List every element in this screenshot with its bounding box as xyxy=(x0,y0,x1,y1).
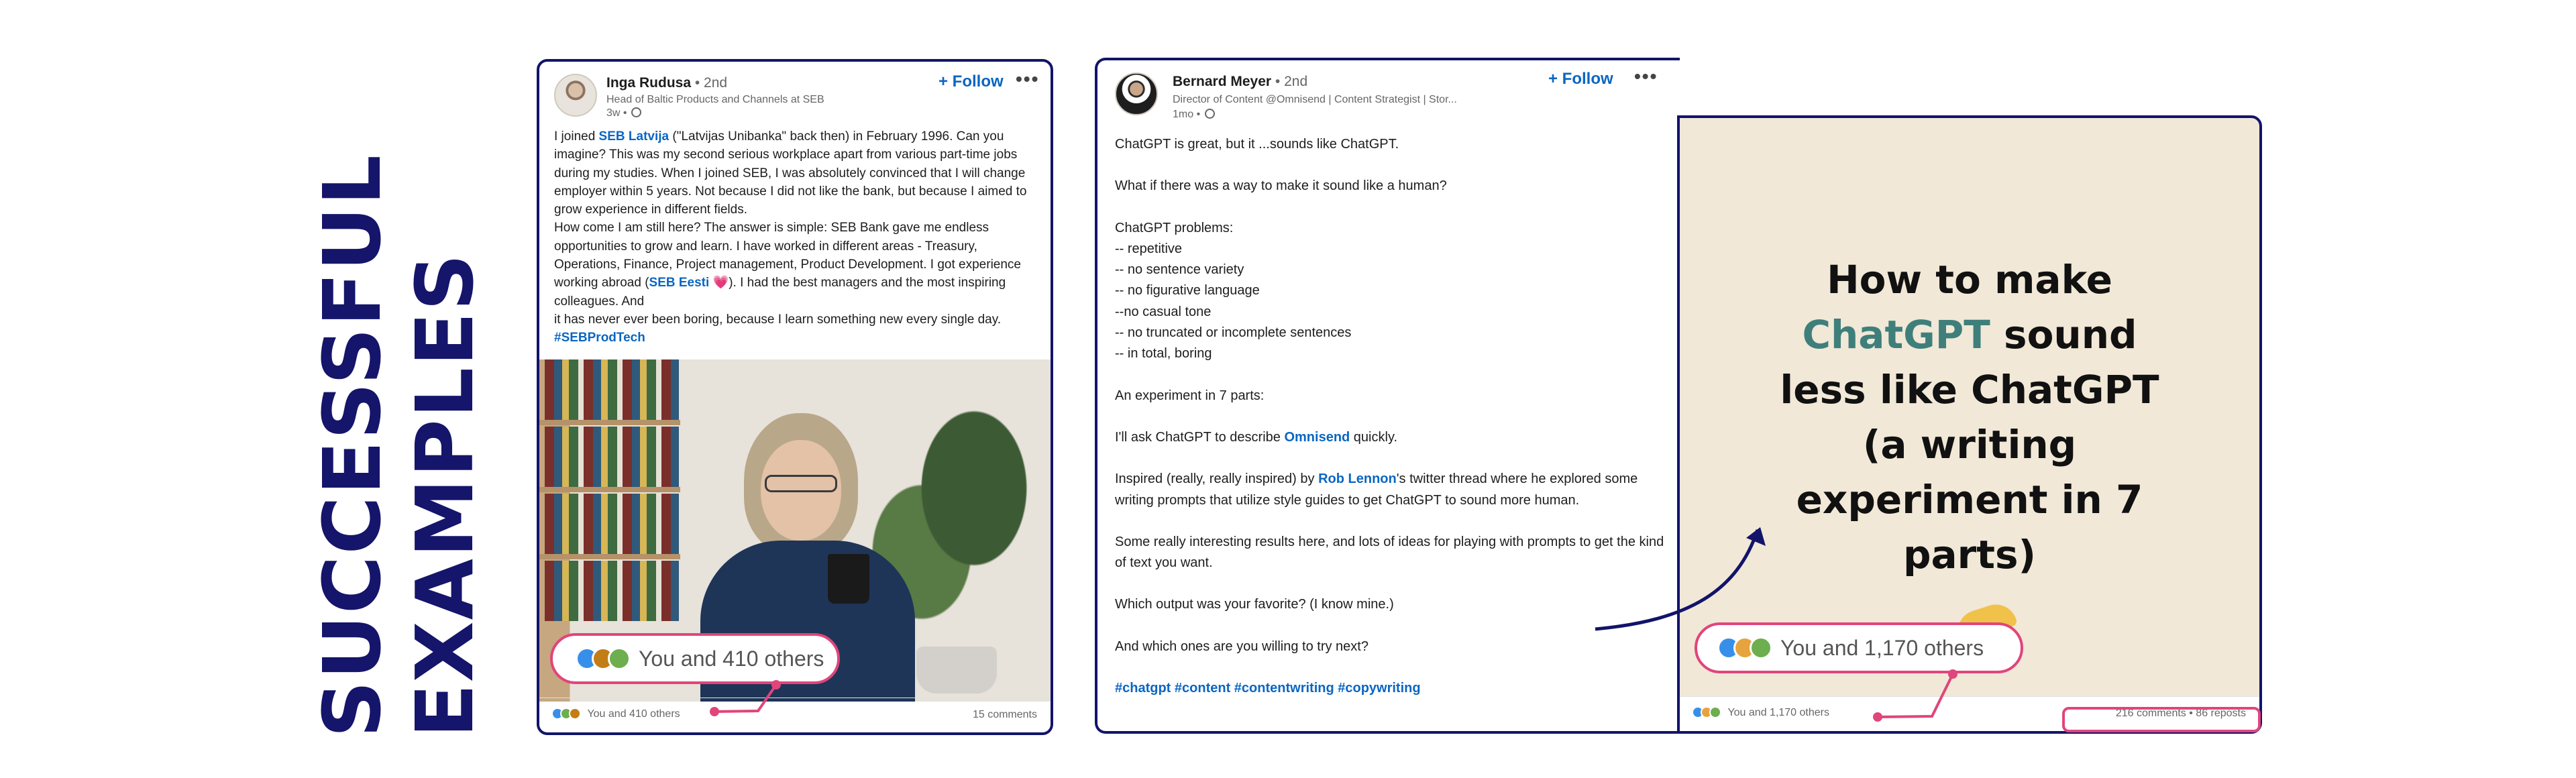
text-run: Inspired (really, really inspired) by xyxy=(1115,471,1319,487)
post-line xyxy=(1115,427,1665,448)
reactions-summary[interactable] xyxy=(551,708,680,720)
shelf xyxy=(539,420,680,425)
celebrate-reaction-icon xyxy=(1709,706,1721,718)
comments-count[interactable]: 15 comments xyxy=(972,709,1037,720)
author-name-text[interactable]: Inga Rudusa xyxy=(606,75,692,91)
headline-line xyxy=(1680,307,2259,362)
globe-icon xyxy=(1205,109,1215,119)
text-run: I joined xyxy=(554,129,599,144)
callout-anchor xyxy=(710,707,719,716)
post-line: -- no figurative language xyxy=(1115,283,1260,298)
image-headline xyxy=(1680,252,2259,582)
reactions-count: You and 410 others xyxy=(587,708,680,720)
post-paragraph xyxy=(554,219,1041,310)
connection-degree: • 2nd xyxy=(691,75,728,91)
bookshelf xyxy=(545,494,679,554)
shelf xyxy=(539,487,680,492)
headline-line: less like ChatGPT xyxy=(1780,367,2159,412)
callout-anchor xyxy=(1948,669,1957,679)
post-body xyxy=(1115,134,1665,699)
company-link-seb-latvija[interactable]: SEB Latvija xyxy=(598,129,669,144)
reactions-count: You and 1,170 others xyxy=(1727,707,1829,718)
text-run: ("Latvijas Unibanka" back then) in February 1996. Can you imagine? This was my second serious workplace apart from various part-time jobs during my studies. When I joined SEB, I was absolutely convinced that I will change employer within 5 years. Not because I did not like the bank, but because I aimed to grow experience in different fields. xyxy=(554,129,1027,217)
spacer xyxy=(1115,573,1665,594)
author-name[interactable] xyxy=(1173,74,1307,90)
more-options-icon[interactable]: ••• xyxy=(1634,66,1658,87)
post-line xyxy=(1115,469,1665,511)
bookshelf xyxy=(545,427,679,487)
headline-line: (a writing xyxy=(1862,422,2077,467)
post-line xyxy=(1115,406,1665,427)
spacer xyxy=(1115,616,1665,636)
company-link-omnisend[interactable]: Omnisend xyxy=(1284,429,1350,445)
post-line: --no casual tone xyxy=(1115,304,1212,319)
text-run: 's twitter thread where he explored some writing prompts that utilize style guides to get ChatGPT to sound more human. xyxy=(1115,471,1638,508)
post-body xyxy=(554,127,1041,347)
post-line: -- repetitive xyxy=(1115,241,1183,256)
post-paragraph xyxy=(554,127,1041,219)
reactions-callout xyxy=(1695,622,2023,673)
section-title-line1: SUCCESSFUL xyxy=(306,154,398,738)
follow-button[interactable]: + Follow xyxy=(1548,70,1613,88)
spacer xyxy=(1115,511,1665,532)
spacer xyxy=(1115,448,1665,469)
section-title xyxy=(306,154,491,738)
celebrate-reaction-icon xyxy=(608,647,631,670)
post-line: And which ones are you willing to try next? xyxy=(1115,638,1368,654)
post-line: ChatGPT is great, but it ...sounds like ChatGPT. xyxy=(1115,137,1399,152)
profile-link-rob-lennon[interactable]: Rob Lennon xyxy=(1318,471,1397,487)
headline-rest: sound xyxy=(1990,312,2137,357)
social-counts xyxy=(539,698,1051,732)
shelf xyxy=(539,554,680,559)
headline-line: How to make xyxy=(1827,257,2112,302)
author-headline: Head of Baltic Products and Channels at SEB xyxy=(606,94,824,105)
hashtag-links[interactable]: #chatgpt #content #contentwriting #copywriting xyxy=(1115,681,1421,696)
post-meta xyxy=(1173,109,1215,121)
text-run: quickly. xyxy=(1350,429,1398,445)
headline-accent: ChatGPT xyxy=(1802,312,1990,357)
celebrate-reaction-icon xyxy=(1750,636,1772,659)
callout-text: You and 410 others xyxy=(639,646,824,671)
plant-pot xyxy=(916,647,997,693)
post-line: -- in total, boring xyxy=(1115,346,1212,362)
post-header xyxy=(1097,60,1680,125)
callout-anchor xyxy=(1873,712,1882,722)
post-line: Which output was your favorite? (I know mine.) xyxy=(1115,597,1394,612)
post-card-bernard xyxy=(1095,58,1680,734)
post-line: ChatGPT problems: xyxy=(1115,220,1234,235)
post-line: What if there was a way to make it sound like a human? xyxy=(1115,178,1447,194)
reactions-callout xyxy=(550,633,840,684)
author-name-text[interactable]: Bernard Meyer xyxy=(1173,74,1272,89)
post-line xyxy=(1115,197,1665,218)
post-header xyxy=(539,62,1051,126)
post-line xyxy=(1115,155,1665,176)
post-line: -- no sentence variety xyxy=(1115,262,1244,278)
more-options-icon[interactable]: ••• xyxy=(1016,68,1040,89)
mug xyxy=(828,554,869,604)
author-avatar[interactable] xyxy=(554,74,597,117)
bookshelf xyxy=(545,359,679,420)
company-link-seb-eesti[interactable]: SEB Eesti xyxy=(649,276,710,290)
comments-reposts-count[interactable]: 216 comments • 86 reposts xyxy=(2115,708,2246,719)
author-headline: Director of Content @Omnisend | Content Strategist | Stor... xyxy=(1173,94,1457,105)
text-run: How come I am still here? The answer is simple: SEB Bank gave me endless opportunities to grow and learn. I have worked in different areas - Treasury, Operations, Finance, Project management, Product Development. I got experience working abroad ( xyxy=(554,221,1021,290)
callout-text: You and 1,170 others xyxy=(1780,635,1984,660)
reactions-summary[interactable] xyxy=(1692,706,1829,719)
post-age: 1mo • xyxy=(1173,109,1201,120)
post-age: 3w • xyxy=(606,107,627,119)
callout-anchor xyxy=(771,680,781,689)
spacer xyxy=(1115,657,1665,678)
section-title-line2: EXAMPLES xyxy=(398,252,491,738)
headline-line: experiment in 7 xyxy=(1796,477,2143,522)
post-meta xyxy=(606,107,641,119)
author-name[interactable] xyxy=(606,75,727,91)
author-avatar[interactable] xyxy=(1115,72,1158,115)
follow-button[interactable]: + Follow xyxy=(938,72,1004,91)
text-run: 💗). I had the best managers and the most inspiring colleagues. And xyxy=(554,276,1006,309)
hashtag-link[interactable]: #SEBProdTech xyxy=(554,331,645,345)
post-paragraph: it has never ever been boring, because I learn something new every single day. xyxy=(554,312,1002,327)
post-line: An experiment in 7 parts: xyxy=(1115,388,1265,403)
stats-highlight xyxy=(2062,707,2261,732)
connection-degree: • 2nd xyxy=(1271,74,1308,89)
post-line xyxy=(1115,365,1665,386)
glasses xyxy=(765,475,837,492)
post-line: Some really interesting results here, and lots of ideas for playing with prompts to get the kind of text you want. xyxy=(1115,534,1664,571)
post-line: -- no truncated or incomplete sentences xyxy=(1115,325,1352,341)
support-reaction-icon xyxy=(569,708,581,720)
text-run: I'll ask ChatGPT to describe xyxy=(1115,429,1285,445)
headline-line: parts) xyxy=(1902,532,2036,577)
bookshelf xyxy=(545,561,679,621)
globe-icon xyxy=(631,107,641,117)
